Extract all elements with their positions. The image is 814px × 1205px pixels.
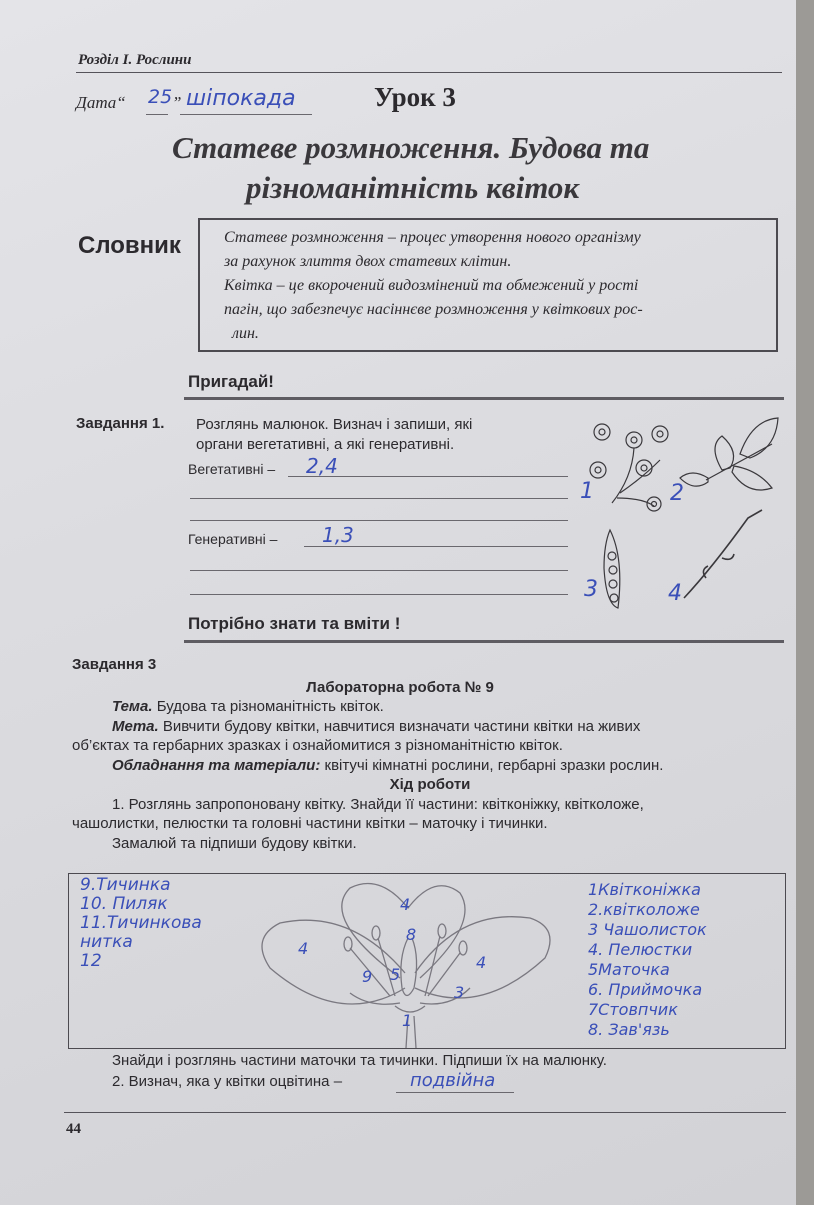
step2-answer-line — [396, 1092, 514, 1093]
drawing-left-labels — [80, 876, 202, 971]
right-label-3: 3 Чашолисток — [588, 920, 707, 939]
vegetative-line-2 — [190, 498, 568, 499]
title-line-1: Статеве розмноження. Будова та — [172, 130, 650, 165]
flower-structure-drawing — [230, 878, 570, 1048]
find-parts-text: Знайди і розглянь частини маточки та тичинки. Підпиши їх на малюнку. — [112, 1052, 607, 1069]
flower-number-petal-right: 4 — [476, 953, 487, 972]
date-month: шіпокада — [186, 86, 296, 111]
flowering-shoot-drawing — [590, 424, 668, 511]
lab-step-1c: Замалюй та підпиши будову квітки. — [112, 834, 357, 852]
header-rule — [76, 72, 782, 73]
dictionary-line-2: за рахунок злиття двох статевих клітин. — [224, 253, 512, 270]
task1-text-line-2: органи вегетативні, а які генеративні. — [196, 436, 455, 453]
figure-label-3: 3 — [584, 577, 598, 602]
date-day: 25 — [148, 86, 173, 108]
plant-organs-figure — [572, 408, 792, 612]
generative-line-3 — [190, 594, 568, 595]
flower-number-ovary: 8 — [406, 925, 417, 944]
flower-number-stamen: 9 — [362, 967, 373, 986]
flower-number-petal-top: 4 — [400, 895, 411, 914]
flower-number-pistil: 5 — [390, 965, 401, 984]
generative-answer: 1,3 — [322, 523, 354, 547]
section-title: Розділ І. Рослини — [78, 52, 192, 68]
date-quote: ” — [172, 93, 182, 112]
generative-label: Генеративні – — [188, 531, 278, 547]
left-label-11: 11.Тичинкова — [80, 913, 202, 933]
figure-label-2: 2 — [670, 481, 684, 506]
lab-title: Лабораторна робота № 9 — [306, 679, 494, 696]
page-number: 44 — [66, 1121, 81, 1137]
step2-label: 2. Визнач, яка у квітки оцвітина – — [112, 1073, 343, 1090]
left-label-10: 10. Пиляк — [80, 894, 168, 914]
dictionary-line-1: Статеве розмноження – процес утворення нового організму — [224, 229, 641, 246]
task1-text — [196, 415, 472, 455]
title-line-2: різноманітність квіток — [246, 170, 580, 205]
figure-label-1: 1 — [580, 479, 594, 504]
pea-pod-drawing — [604, 530, 620, 608]
date-day-line — [146, 114, 168, 115]
right-label-5: 5Маточка — [588, 960, 670, 979]
lesson-number: Урок 3 — [374, 82, 456, 112]
right-label-8: 8. Зав'язь — [588, 1020, 670, 1039]
dictionary-line-5: лин. — [232, 325, 259, 342]
right-label-4: 4. Пелюстки — [588, 940, 693, 959]
lab-step-1a: 1. Розглянь запропоновану квітку. Знайди її частини: квітконіжку, квітколоже, — [112, 795, 644, 813]
dictionary-label: Словник — [78, 232, 181, 259]
petal-left — [262, 920, 405, 1004]
dictionary-line-3: Квітка – це вкорочений видозмінений та обмежений у рості — [224, 277, 639, 294]
task3-label: Завдання 3 — [72, 656, 157, 673]
recall-heading-bar — [184, 397, 784, 400]
right-label-6: 6. Приймочка — [588, 980, 703, 999]
figure-label-4: 4 — [668, 581, 682, 606]
flower-number-petal-left: 4 — [298, 939, 309, 958]
left-label-9: 9.Тичинка — [80, 875, 171, 895]
left-label-12: 12 — [80, 951, 102, 971]
left-label-11b: нитка — [80, 932, 133, 952]
flower-number-pedicel: 1 — [402, 1011, 413, 1030]
footer-rule — [64, 1112, 786, 1113]
dictionary-line-4: пагін, що забезпечує насіннєве розмноження у квіткових рос- — [224, 301, 643, 318]
dictionary-text — [224, 226, 772, 346]
vegetative-line-3 — [190, 520, 568, 521]
lab-step-1b: чашолистки, пелюстки та головні частини квітки – маточку і тичинки. — [72, 815, 548, 832]
lab-progress-heading: Хід роботи — [389, 776, 471, 793]
lab-equipment: Обладнання та матеріали: квітучі кімнатні рослини, гербарні зразки рослин. — [112, 756, 664, 774]
right-label-2: 2.квітколоже — [588, 900, 700, 919]
pistil — [401, 938, 417, 996]
drawing-right-labels — [588, 880, 707, 1040]
page-edge — [796, 0, 814, 1205]
vegetative-label: Вегетативні – — [188, 461, 276, 477]
date-label: Дата“ — [76, 93, 126, 112]
lab-goal-line-1: Мета. Вивчити будову квітки, навчитися визначати частини квітки на живих — [112, 717, 641, 735]
lab-goal-line-2: об’єктах та гербарних зразках і ознайомитися з різноманітністю квіток. — [72, 737, 563, 754]
know-heading: Потрібно знати та вміти ! — [188, 614, 401, 633]
task1-text-line-1: Розглянь малюнок. Визнач і запиши, які — [196, 416, 473, 433]
leafy-shoot-drawing — [680, 418, 778, 490]
vegetative-line-1 — [288, 476, 568, 477]
lab-topic: Тема. Будова та різноманітність квіток. — [112, 698, 384, 715]
vegetative-answer: 2,4 — [306, 454, 338, 478]
date-month-line — [180, 114, 312, 115]
know-heading-bar — [184, 640, 784, 643]
generative-line-1 — [304, 546, 568, 547]
generative-line-2 — [190, 570, 568, 571]
stamen-3 — [425, 936, 440, 996]
right-label-7: 7Стовпчик — [588, 1000, 678, 1019]
right-label-1: 1Квітконіжка — [588, 880, 701, 899]
step2-answer: подвійна — [410, 1070, 496, 1091]
lab-body — [72, 697, 788, 853]
recall-heading: Пригадай! — [188, 372, 274, 391]
task1-label: Завдання 1. — [76, 415, 165, 432]
branch-drawing — [684, 510, 762, 598]
flower-number-sepal: 3 — [454, 983, 465, 1002]
